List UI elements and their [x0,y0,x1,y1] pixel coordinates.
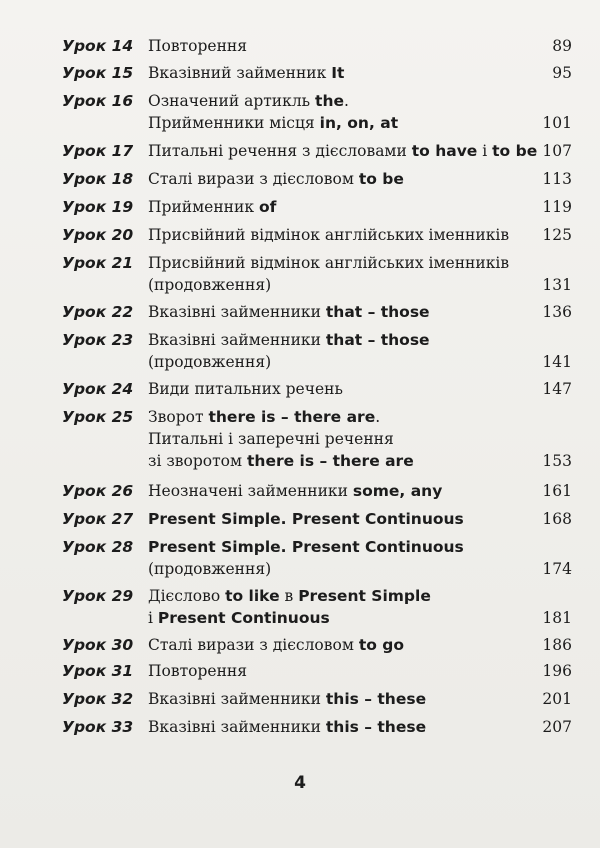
lesson-title [148,716,538,738]
bold-term: that – those [325,331,430,349]
page-ref: 95 [552,64,572,82]
title-text: Зворот [148,408,209,426]
toc-row [62,301,572,323]
lesson-title-line [148,716,538,738]
title-text: (продовження) [148,276,272,294]
title-text: Види питальних речень [148,380,343,398]
title-text: зі зворотом [148,452,247,470]
toc-row [62,196,572,218]
page-ref: 174 [542,560,572,578]
title-text: Вказівні займенники [148,718,326,736]
lesson-title [148,301,538,323]
page-ref: 168 [542,510,572,528]
bold-term: to be [492,142,538,160]
bold-term: to like [225,587,280,605]
lesson-title-line [148,196,538,218]
title-text: Сталі вирази з дієсловом [148,170,359,188]
bold-term: to go [358,636,405,654]
title-text: . [344,92,349,110]
bold-term: that – those [325,303,430,321]
title-text: Присвійний відмінок англійських іменників [148,254,510,272]
title-text: Неозначені займенники [148,482,353,500]
toc-row [62,140,572,162]
lesson-title-line [148,480,538,502]
lesson-title-line [148,274,538,296]
lesson-title-line [148,62,538,84]
page-ref: 125 [542,226,572,244]
lesson-title-line [148,168,538,190]
lesson-number: Урок 17 [62,142,134,160]
lesson-title-line [148,585,538,607]
lesson-number: Урок 30 [62,636,134,654]
bold-term: there is – there are [247,452,414,470]
lesson-title-line [148,140,538,162]
toc-row [62,378,572,400]
lesson-title-line [148,428,538,450]
lesson-title-line [148,112,538,134]
bold-term: Present Simple. Present Continuous [148,538,464,556]
lesson-title-line [148,224,538,246]
bold-term: the [315,92,345,110]
page-ref: 89 [552,37,572,55]
toc-row [62,62,572,84]
bold-term: in, on, at [319,114,399,132]
lesson-title-line [148,378,538,400]
lesson-title-line [148,508,538,530]
toc-row [62,252,572,296]
lesson-number: Урок 15 [62,64,134,82]
title-text: Повторення [148,662,248,680]
title-text: Вказівні займенники [148,690,326,708]
page-ref: 119 [542,198,572,216]
lesson-title [148,378,538,400]
toc-row [62,168,572,190]
bold-term: this – these [325,718,427,736]
page-number: 4 [294,773,306,793]
bold-term: Present Simple [298,587,431,605]
lesson-title [148,252,538,296]
bold-term: this – these [325,690,427,708]
toc-row [62,634,572,656]
lesson-number: Урок 25 [62,408,134,426]
page-ref: 153 [542,452,572,470]
title-text: Питальні речення з дієсловами [148,142,412,160]
lesson-number: Урок 21 [62,254,134,272]
toc-row [62,688,572,710]
page-ref: 196 [542,662,572,680]
page-ref: 101 [542,114,572,132]
lesson-title-line [148,558,538,580]
lesson-title [148,406,538,472]
page-ref: 141 [542,353,572,371]
title-text: Повторення [148,37,248,55]
bold-term: to be [358,170,404,188]
page-ref: 113 [542,170,572,188]
toc-row [62,716,572,738]
title-text: Означений артикль [148,92,316,110]
lesson-number: Урок 14 [62,37,134,55]
toc-row [62,585,572,629]
lesson-title-line [148,351,538,373]
lesson-number: Урок 24 [62,380,134,398]
title-text: і [477,142,493,160]
lesson-number: Урок 18 [62,170,134,188]
lesson-title-line [148,35,538,57]
toc-row [62,90,572,134]
lesson-number: Урок 23 [62,331,134,349]
page-ref: 147 [542,380,572,398]
page-ref: 186 [542,636,572,654]
lesson-number: Урок 27 [62,510,134,528]
page-ref: 136 [542,303,572,321]
page-ref: 181 [542,609,572,627]
bold-term: Present Simple. Present Continuous [148,510,464,528]
lesson-number: Урок 31 [62,662,134,680]
lesson-title [148,196,538,218]
page-ref: 131 [542,276,572,294]
lesson-number: Урок 32 [62,690,134,708]
lesson-number: Урок 26 [62,482,134,500]
lesson-title [148,660,538,682]
lesson-title-line [148,660,538,682]
title-text: Вказівні займенники [148,331,326,349]
toc-row [62,508,572,530]
title-text: . [375,408,381,426]
lesson-title [148,224,538,246]
bold-term: some, any [352,482,443,500]
lesson-number: Урок 28 [62,538,134,556]
title-text: Дієслово [148,587,226,605]
lesson-title [148,688,538,710]
lesson-title-line [148,688,538,710]
lesson-title [148,585,538,629]
lesson-title [148,536,538,580]
lesson-number: Урок 16 [62,92,134,110]
lesson-number: Урок 29 [62,587,134,605]
bold-term: of [258,198,277,216]
bold-term: It [331,64,345,82]
lesson-title [148,480,538,502]
lesson-title-line [148,607,538,629]
lesson-number: Урок 20 [62,226,134,244]
lesson-title [148,329,538,373]
lesson-title [148,140,538,162]
lesson-title [148,62,538,84]
bold-term: to have [411,142,478,160]
title-text: (продовження) [148,560,272,578]
page-ref: 107 [542,142,572,160]
title-text: Прийменники місця [148,114,320,132]
toc-row [62,224,572,246]
title-text: Вказівний займенник [148,64,332,82]
lesson-title [148,35,538,57]
lesson-title-line [148,450,538,472]
lesson-number: Урок 22 [62,303,134,321]
title-text: Присвійний відмінок англійських іменників [148,226,510,244]
toc-row [62,536,572,580]
lesson-title [148,634,538,656]
lesson-number: Урок 19 [62,198,134,216]
toc-row [62,35,572,57]
page-ref: 207 [542,718,572,736]
toc-row [62,660,572,682]
page-ref: 161 [542,482,572,500]
toc-row [62,406,572,472]
title-text: Сталі вирази з дієсловом [148,636,359,654]
lesson-title [148,168,538,190]
bold-term: Present Continuous [157,609,330,627]
title-text: (продовження) [148,353,272,371]
lesson-title-line [148,329,538,351]
lesson-title [148,90,538,134]
title-text: в [279,587,299,605]
bold-term: there is – there are [208,408,376,426]
lesson-number: Урок 33 [62,718,134,736]
title-text: Питальні і заперечні речення [148,430,394,448]
lesson-title-line [148,301,538,323]
toc-row [62,480,572,502]
toc-row [62,329,572,373]
title-text: Прийменник [148,198,259,216]
lesson-title-line [148,252,538,274]
lesson-title-line [148,536,538,558]
lesson-title-line [148,634,538,656]
lesson-title [148,508,538,530]
title-text: Вказівні займенники [148,303,326,321]
title-text: і [148,609,158,627]
page-ref: 201 [542,690,572,708]
lesson-title-line [148,90,538,112]
lesson-title-line [148,406,538,428]
